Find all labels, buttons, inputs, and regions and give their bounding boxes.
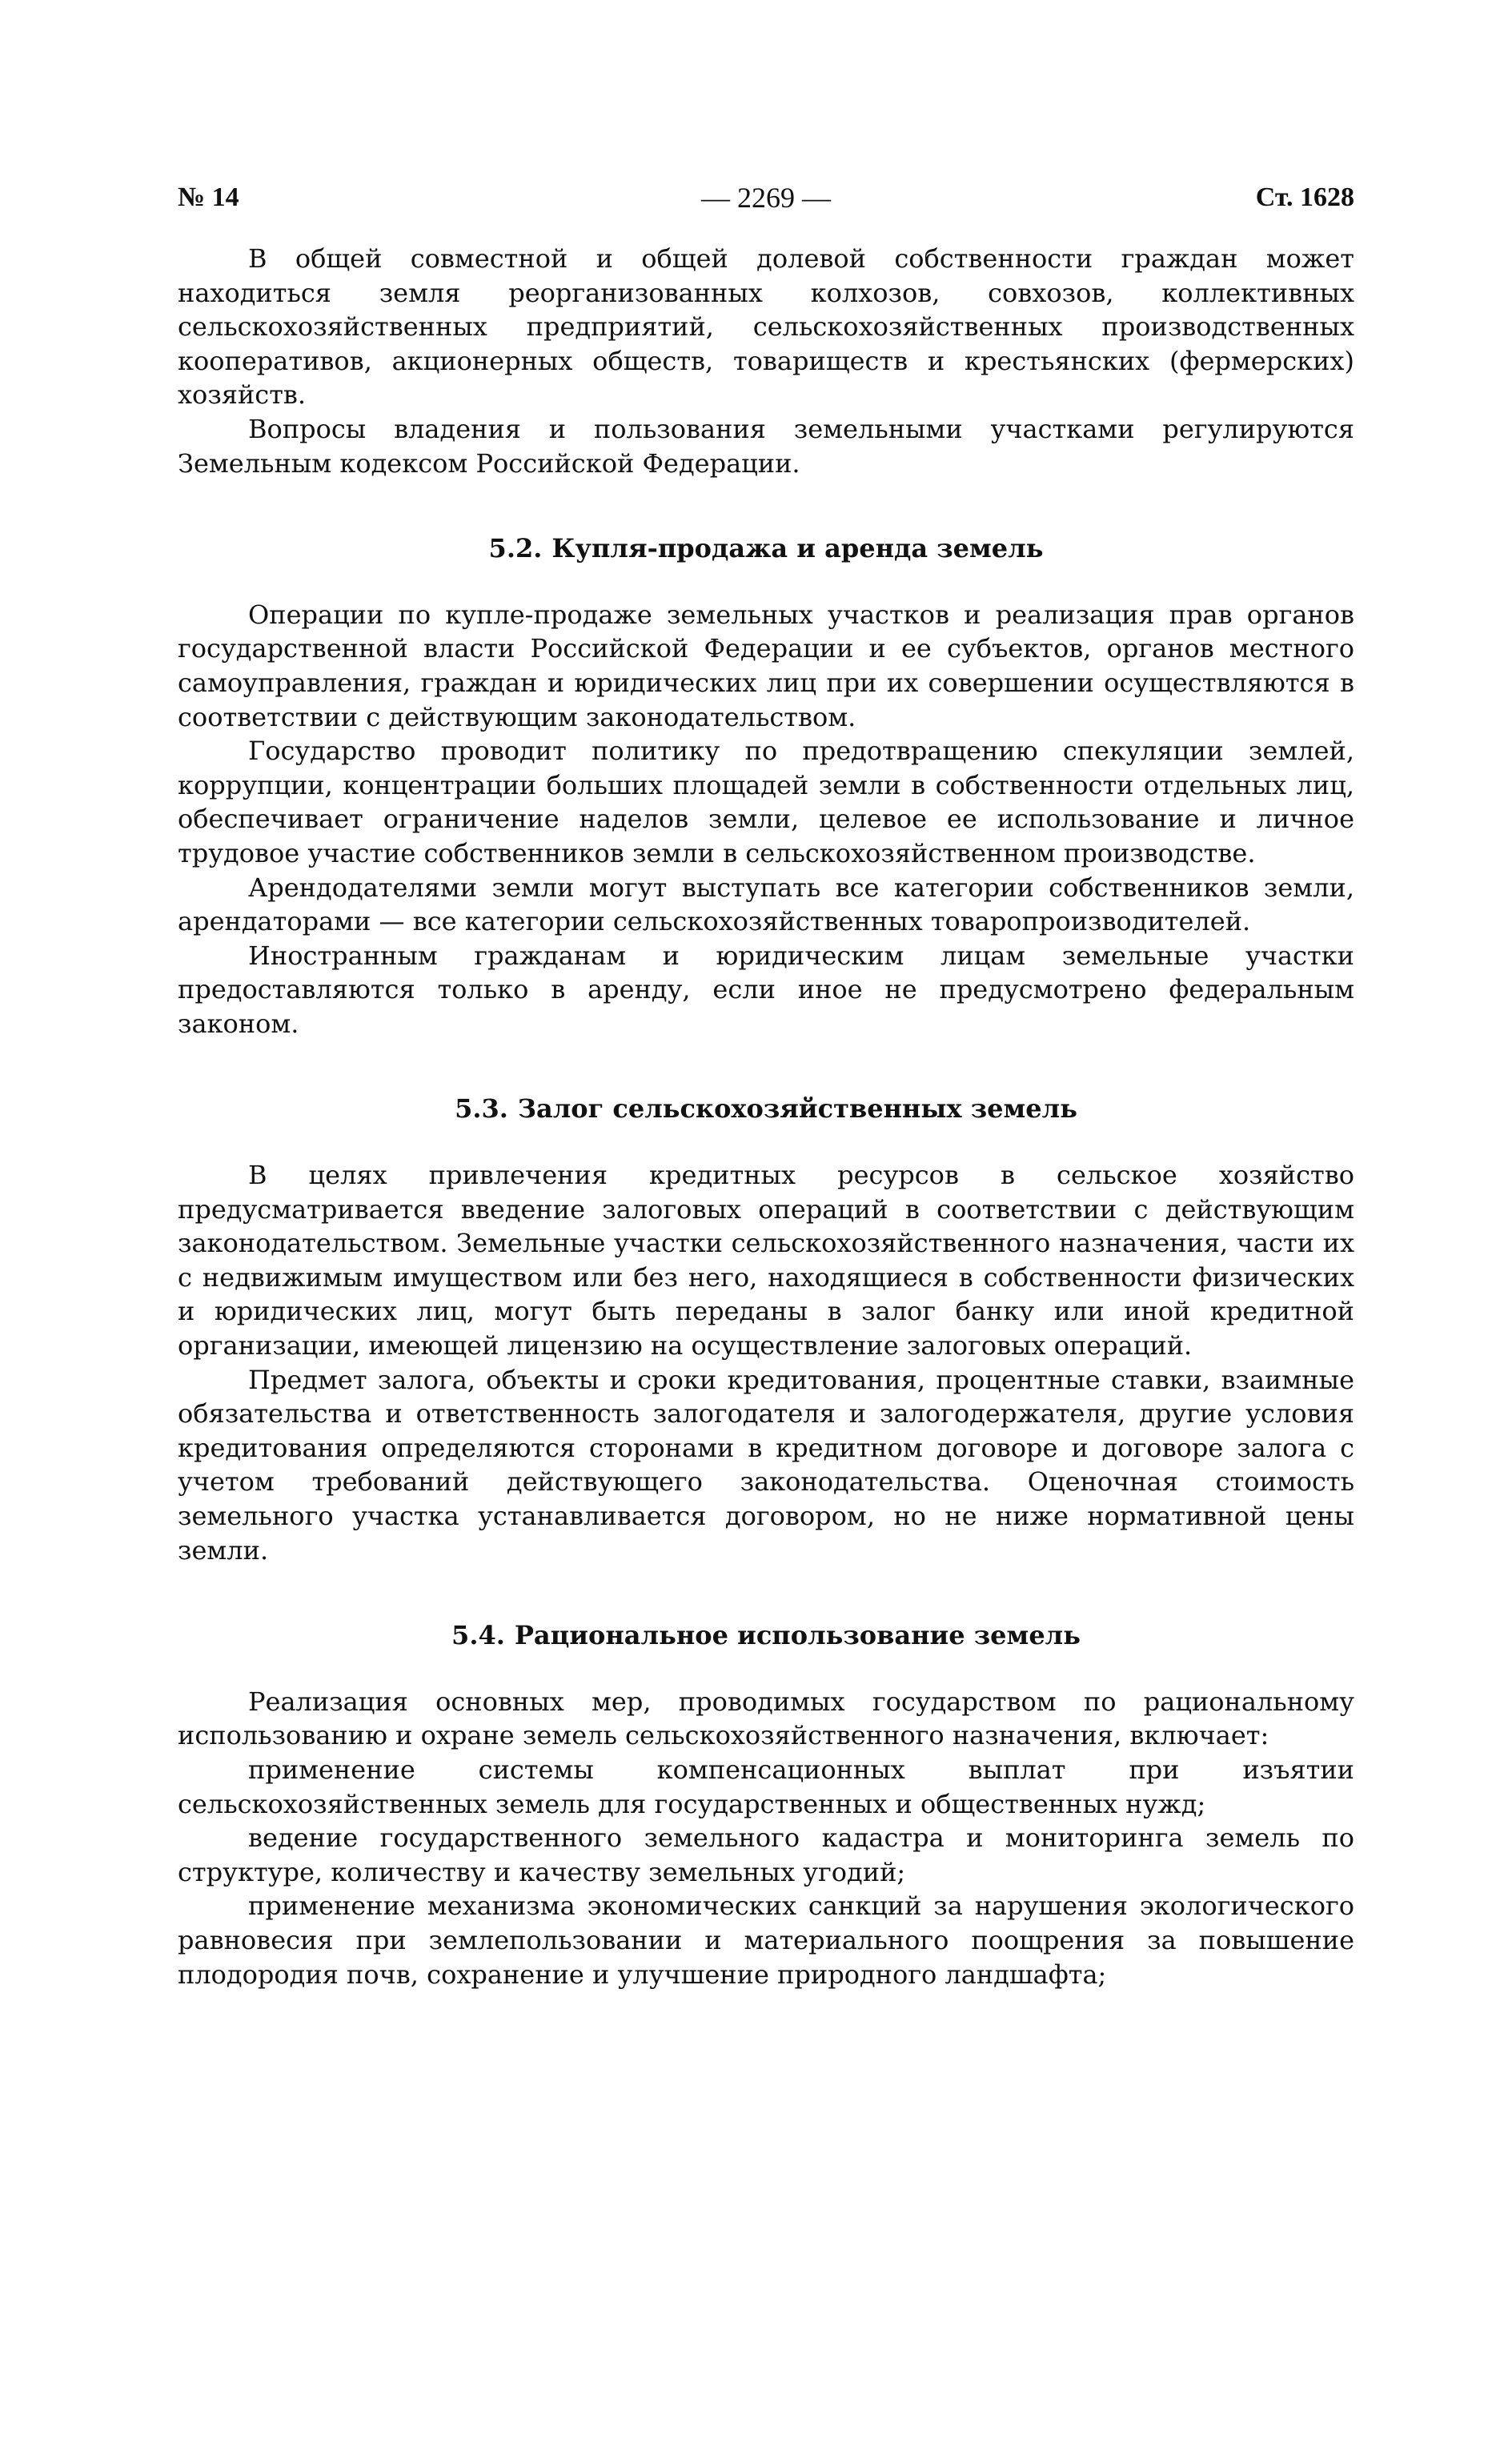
section-number: 5.2. — [488, 533, 543, 564]
section-heading — [178, 1092, 1354, 1126]
issue-number: № 14 — [178, 182, 239, 212]
document-body — [178, 242, 1354, 1991]
paragraph: Вопросы владения и пользования земельными участками регулируются Земельным кодексом Российской Федерации. — [178, 413, 1354, 479]
paragraph: Операции по купле-продаже земельных участков и реализация прав органов государственной власти Российской Федерации и ее субъектов, органов местного самоуправления, граждан и юридических лиц при их совершении осуществляются в соответствии с действующим законодательством. — [178, 599, 1354, 732]
paragraph: Арендодателями земли могут выступать все категории собственников земли, арендаторами — все категории сельскохозяйственных товаропроизводителей. — [178, 872, 1354, 937]
running-header — [178, 178, 1354, 218]
section-title: Рациональное использование земель — [514, 1620, 1081, 1651]
paragraph: Государство проводит политику по предотвращению спекуляции землей, коррупции, концентрации больших площадей земли в собственности отдельных лиц, обеспечивает ограничение наделов земли, целевое ее использование и личное трудовое участие собственников земли в сельскохозяйственном производстве. — [178, 736, 1354, 868]
paragraph: Предмет залога, объекты и сроки кредитования, процентные ставки, взаимные обязательства и ответственность залогодателя и залогодержателя, другие условия кредитования определяются сторонами в кредитном договоре и договоре залога с учетом требований действующего законодательства. Оценочная стоимость земельного участка устанавливается договором, но не ниже нормативной цены земли. — [178, 1364, 1354, 1566]
section-heading — [178, 1618, 1354, 1653]
paragraph: В общей совместной и общей долевой собственности граждан может находиться земля реорганизованных колхозов, совхозов, коллективных сельскохозяйственных предприятий, сельскохозяйственных производственных кооперативов, акционерных обществ, товариществ и крестьянских (фермерских) хозяйств. — [178, 243, 1354, 411]
paragraph: Реализация основных мер, проводимых государством по рациональному использованию и охране земель сельскохозяйственного назначения, включает: — [178, 1686, 1354, 1751]
section-number: 5.4. — [451, 1620, 505, 1651]
section-title: Залог сельскохозяйственных земель — [517, 1093, 1077, 1125]
list-item: применение механизма экономических санкций за нарушения экологического равновесия при землепользовании и материального поощрения за повышение плодородия почв, сохранение и улучшение природного ландшафта; — [178, 1891, 1354, 1990]
document-page — [178, 178, 1354, 1991]
list-item: ведение государственного земельного кадастра и мониторинга земель по структуре, количеству и качеству земельных угодий; — [178, 1822, 1354, 1887]
paragraph: В целях привлечения кредитных ресурсов в сельское хозяйство предусматривается введение залоговых операций в соответствии с действующим законодательством. Земельные участки сельскохозяйственного назначения, части их с недвижимым имуществом или без него, находящиеся в собственности физических и юридических лиц, могут быть переданы в залог банку или иной кредитной организации, имеющей лицензию на осуществление залоговых операций. — [178, 1160, 1354, 1361]
section-title: Купля-продажа и аренда земель — [551, 533, 1044, 564]
paragraph: Иностранным гражданам и юридическим лицам земельные участки предоставляются только в аренду, если иное не предусмотрено федеральным законом. — [178, 940, 1354, 1039]
list-item: применение системы компенсационных выплат при изъятии сельскохозяйственных земель для государственных и общественных нужд; — [178, 1754, 1354, 1819]
article-number: Ст. 1628 — [1255, 182, 1354, 212]
section-number: 5.3. — [455, 1093, 508, 1125]
section-heading — [178, 531, 1354, 566]
page-number: — 2269 — — [701, 182, 831, 214]
